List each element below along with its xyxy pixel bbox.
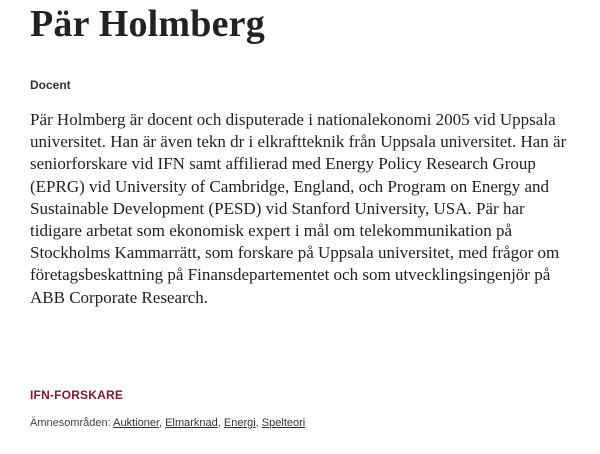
subject-separator: , <box>217 417 221 429</box>
subject-areas <box>30 417 305 429</box>
subject-link-spelteori[interactable]: Spelteori <box>261 417 306 429</box>
subject-separator: , <box>255 417 259 429</box>
subject-link-energi[interactable]: Energi <box>223 417 256 429</box>
subject-separator: , <box>159 417 163 429</box>
subject-areas-label: Ämnesområden: <box>30 417 111 429</box>
subject-link-auktioner[interactable]: Auktioner <box>113 417 160 429</box>
person-title: Docent <box>30 78 71 92</box>
category-link[interactable]: IFN-FORSKARE <box>30 388 124 402</box>
subject-link-elmarknad[interactable]: Elmarknad <box>165 417 218 429</box>
person-bio: Pär Holmberg är docent och disputerade i nationalekonomi 2005 vid Uppsala universitet. Han är även tekn dr i elkraftteknik från Uppsala universitet. Han är seniorforskare vid IFN samt affilierad med Energy Policy Research Group (EPRG) vid University of Cambridge, England, och Program on Energy and Sustainable Development (PESD) vid Stanford University, USA. Pär har tidigare arbetat som ekonomisk expert i mål om telekommunikation på Stockholms Kammarrätt, som forskare på Uppsala universitet, med frågor om företagsbeskattning på Finansdepartementet och som utvecklingsingenjör på ABB Corporate Research. <box>30 110 567 307</box>
person-name: Pär Holmberg <box>30 3 265 45</box>
